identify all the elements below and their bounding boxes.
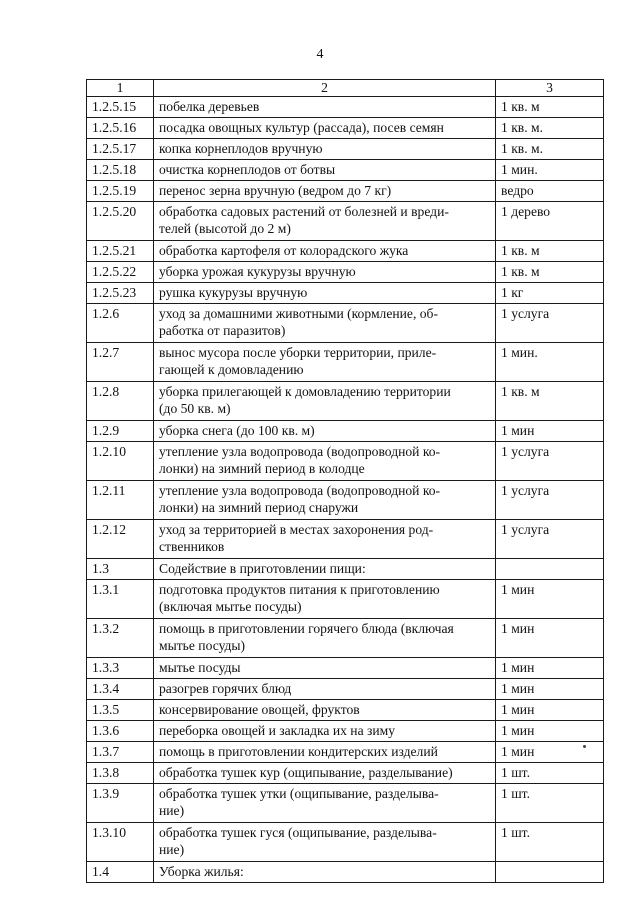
row-description-cell: утепление узла водопровода (водопроводной ко- лонки) на зимний период снаружи	[154, 481, 496, 520]
row-description-cell: переборка овощей и закладка их на зиму	[154, 721, 496, 742]
row-unit-cell: ведро	[496, 181, 604, 202]
services-table	[86, 79, 604, 883]
page-number: 4	[316, 47, 324, 62]
row-code-cell: 1.3.6	[87, 721, 154, 742]
row-code-cell: 1.3.10	[87, 823, 154, 862]
table-row	[87, 658, 604, 679]
row-description-cell: уход за домашними животными (кормление, об- работка от паразитов)	[154, 304, 496, 343]
column-header-unit: 3	[496, 80, 604, 97]
row-code-cell: 1.3.1	[87, 580, 154, 619]
row-code-cell: 1.4	[87, 862, 154, 883]
table-row	[87, 742, 604, 763]
row-unit-cell: 1 шт.	[496, 763, 604, 784]
table-row	[87, 160, 604, 181]
row-unit-cell: 1 мин	[496, 721, 604, 742]
row-code-cell: 1.2.5.19	[87, 181, 154, 202]
row-unit-cell: 1 мин	[496, 742, 604, 763]
row-code-cell: 1.2.5.22	[87, 262, 154, 283]
row-description-cell: вынос мусора после уборки территории, приле- гающей к домовладению	[154, 343, 496, 382]
table-row	[87, 559, 604, 580]
column-header-code: 1	[87, 80, 154, 97]
table-row	[87, 241, 604, 262]
row-description-cell: уход за территорией в местах захоронения род- ственников	[154, 520, 496, 559]
row-unit-cell: 1 кв. м	[496, 97, 604, 118]
row-description-cell: перенос зерна вручную (ведром до 7 кг)	[154, 181, 496, 202]
row-description-cell: обработка садовых растений от болезней и вреди- телей (высотой до 2 м)	[154, 202, 496, 241]
table-row	[87, 679, 604, 700]
row-code-cell: 1.2.7	[87, 343, 154, 382]
row-description-cell: разогрев горячих блюд	[154, 679, 496, 700]
row-code-cell: 1.3.8	[87, 763, 154, 784]
row-description-cell: обработка тушек утки (ощипывание, разделыва- ние)	[154, 784, 496, 823]
row-code-cell: 1.3.9	[87, 784, 154, 823]
table-row	[87, 382, 604, 421]
table-row	[87, 304, 604, 343]
row-description-cell: мытье посуды	[154, 658, 496, 679]
row-code-cell: 1.2.5.18	[87, 160, 154, 181]
row-description-cell: рушка кукурузы вручную	[154, 283, 496, 304]
scan-speck	[583, 745, 586, 748]
table-row	[87, 520, 604, 559]
row-code-cell: 1.2.5.15	[87, 97, 154, 118]
row-code-cell: 1.2.5.23	[87, 283, 154, 304]
row-description-cell: обработка тушек кур (ощипывание, разделывание)	[154, 763, 496, 784]
table-row	[87, 97, 604, 118]
row-code-cell: 1.2.9	[87, 421, 154, 442]
row-code-cell: 1.2.11	[87, 481, 154, 520]
row-description-cell: обработка картофеля от колорадского жука	[154, 241, 496, 262]
table-row	[87, 700, 604, 721]
table-row	[87, 481, 604, 520]
row-code-cell: 1.2.5.16	[87, 118, 154, 139]
row-description-cell: обработка тушек гуся (ощипывание, разделыва- ние)	[154, 823, 496, 862]
row-description-cell: Содействие в приготовлении пищи:	[154, 559, 496, 580]
table-row	[87, 139, 604, 160]
row-unit-cell: 1 мин	[496, 700, 604, 721]
table-row	[87, 118, 604, 139]
table-row	[87, 763, 604, 784]
row-code-cell: 1.3.7	[87, 742, 154, 763]
row-code-cell: 1.2.5.21	[87, 241, 154, 262]
row-code-cell: 1.2.8	[87, 382, 154, 421]
table-row	[87, 421, 604, 442]
row-code-cell: 1.3.4	[87, 679, 154, 700]
row-unit-cell: 1 мин.	[496, 160, 604, 181]
row-unit-cell: 1 услуга	[496, 304, 604, 343]
row-description-cell: уборка прилегающей к домовладению территории (до 50 кв. м)	[154, 382, 496, 421]
row-description-cell: помощь в приготовлении горячего блюда (включая мытье посуды)	[154, 619, 496, 658]
row-code-cell: 1.2.5.17	[87, 139, 154, 160]
table-row	[87, 619, 604, 658]
row-unit-cell: 1 услуга	[496, 520, 604, 559]
row-description-cell: копка корнеплодов вручную	[154, 139, 496, 160]
table-header-row	[87, 80, 604, 97]
row-unit-cell: 1 мин	[496, 421, 604, 442]
row-unit-cell: 1 кв. м	[496, 241, 604, 262]
row-unit-cell: 1 кв. м	[496, 262, 604, 283]
column-header-description: 2	[154, 80, 496, 97]
table-row	[87, 202, 604, 241]
row-unit-cell: 1 услуга	[496, 442, 604, 481]
row-description-cell: утепление узла водопровода (водопроводной ко- лонки) на зимний период в колодце	[154, 442, 496, 481]
row-code-cell: 1.2.12	[87, 520, 154, 559]
table-row	[87, 580, 604, 619]
row-unit-cell: 1 кв. м.	[496, 139, 604, 160]
row-code-cell: 1.3.5	[87, 700, 154, 721]
row-description-cell: Уборка жилья:	[154, 862, 496, 883]
row-description-cell: побелка деревьев	[154, 97, 496, 118]
row-description-cell: посадка овощных культур (рассада), посев семян	[154, 118, 496, 139]
row-description-cell: уборка урожая кукурузы вручную	[154, 262, 496, 283]
table-row	[87, 823, 604, 862]
row-code-cell: 1.3.3	[87, 658, 154, 679]
row-code-cell: 1.3	[87, 559, 154, 580]
row-unit-cell: 1 мин	[496, 619, 604, 658]
row-code-cell: 1.2.6	[87, 304, 154, 343]
table-row	[87, 862, 604, 883]
row-unit-cell: 1 шт.	[496, 823, 604, 862]
table-row	[87, 721, 604, 742]
row-description-cell: очистка корнеплодов от ботвы	[154, 160, 496, 181]
row-unit-cell: 1 кг	[496, 283, 604, 304]
row-description-cell: уборка снега (до 100 кв. м)	[154, 421, 496, 442]
row-unit-cell	[496, 862, 604, 883]
row-unit-cell: 1 дерево	[496, 202, 604, 241]
row-unit-cell: 1 мин	[496, 658, 604, 679]
table-row	[87, 784, 604, 823]
table-row	[87, 442, 604, 481]
row-unit-cell: 1 мин	[496, 580, 604, 619]
table-row	[87, 343, 604, 382]
row-unit-cell: 1 мин	[496, 679, 604, 700]
row-description-cell: консервирование овощей, фруктов	[154, 700, 496, 721]
row-unit-cell: 1 услуга	[496, 481, 604, 520]
row-unit-cell: 1 мин.	[496, 343, 604, 382]
table-row	[87, 181, 604, 202]
table-body	[87, 97, 604, 883]
row-code-cell: 1.3.2	[87, 619, 154, 658]
row-unit-cell: 1 кв. м.	[496, 118, 604, 139]
row-description-cell: помощь в приготовлении кондитерских изделий	[154, 742, 496, 763]
row-code-cell: 1.2.5.20	[87, 202, 154, 241]
table-row	[87, 262, 604, 283]
row-unit-cell: 1 кв. м	[496, 382, 604, 421]
row-unit-cell	[496, 559, 604, 580]
row-description-cell: подготовка продуктов питания к приготовлению (включая мытье посуды)	[154, 580, 496, 619]
table-row	[87, 283, 604, 304]
row-code-cell: 1.2.10	[87, 442, 154, 481]
row-unit-cell: 1 шт.	[496, 784, 604, 823]
